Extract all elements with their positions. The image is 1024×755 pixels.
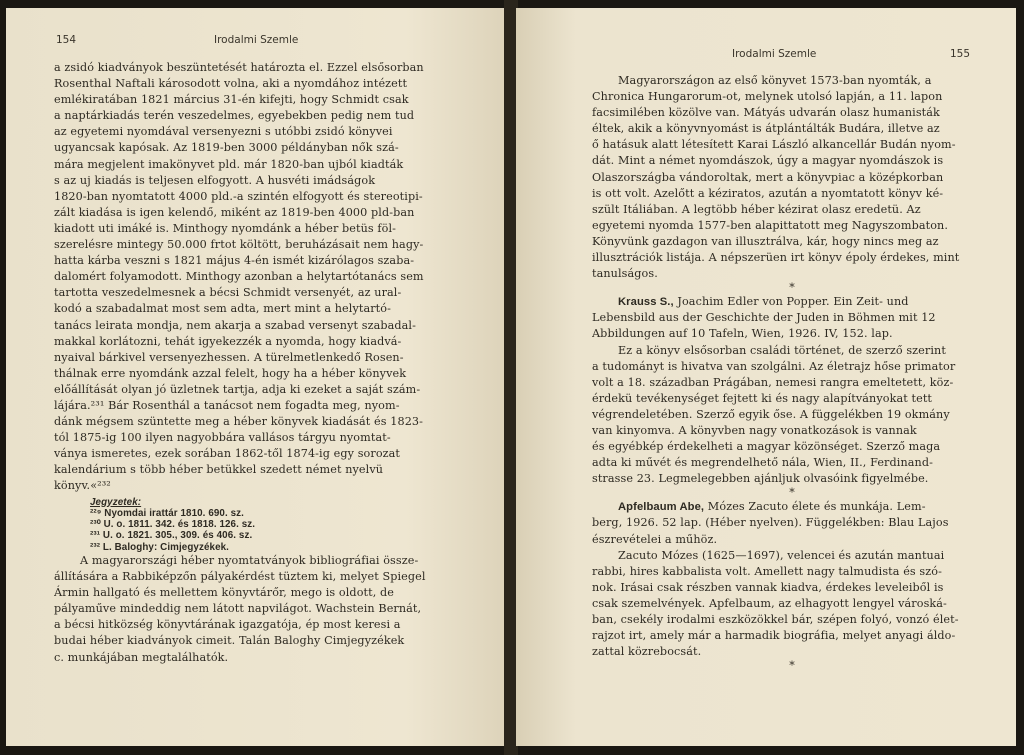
text-line: Abbildungen auf 10 Tafeln, Wien, 1926. IV, 152. lap. <box>592 327 893 341</box>
text-line: a naptárkiadás terén veszedelmes, egyebekben pedig nem tud <box>54 109 415 123</box>
right-page <box>516 8 1016 746</box>
text-line: budai héber kiadványok cimeit. Talán Baloghy Cimjegyzékek <box>54 634 405 648</box>
left-body-text <box>54 60 470 666</box>
text-line: 1820-ban nyomtatott 4000 pld.-a szintén elfogyott és stereotipi- <box>54 189 423 203</box>
text-line: dalomért folyamodott. Minthogy azonban a helytartótanács sem <box>54 270 424 284</box>
text-line: tól 1875-ig 100 ilyen nagyobbára vallásos tárgyu nyomtat- <box>54 431 391 445</box>
text-line: rabbi, hires kabbalista volt. Amellett nagy talmudista és szó- <box>592 564 942 578</box>
text-line: érdekü tevékenységet fejtett ki és nagy alapítványokat tett <box>592 391 933 405</box>
text-line: nok. Irásai csak részben vannak kiadva, érdekes leveleiből is <box>592 580 944 594</box>
text-line: van kinyomva. A könyvben nagy vonatkozások is vannak <box>592 423 917 437</box>
text-line: Ármin hallgató és mellettem könyvtárőr, mego is oldott, de <box>54 586 395 600</box>
text-line: éltek, akik a könyvnyomást is átplántálták Budára, illetve az <box>592 122 940 136</box>
text-line: Olaszországba vándoroltak, mert a könyvpiac a középkorban <box>592 170 944 184</box>
text-line: Könyvünk gazdagon van illusztrálva, kár, hogy nincs meg az <box>592 234 939 248</box>
right-body-text <box>592 73 992 672</box>
author-name-apfelbaum: Apfelbaum Abe, <box>618 501 705 514</box>
left-page <box>6 8 506 746</box>
text-line: állítására a Rabbiképzőn pályakérdést tüztem ki, melyet Spiegel <box>54 570 426 584</box>
text-line: rajzot irt, amely már a harmadik biográfia, melyet anyagi áldo- <box>592 629 956 643</box>
text-line: strasse 23. Legmelegebben ajánljuk olvasóink figyelmébe. <box>592 472 929 486</box>
text-line: adta ki művét és megrendelhető nála, Wien, II., Ferdinand- <box>592 456 933 470</box>
text-line: szült Itáliában. A legtöbb héber kézirat olasz eredetü. Az <box>592 202 921 216</box>
text-line: ugyancsak kapósak. Az 1819-ben 3000 példányban nők szá- <box>54 141 399 155</box>
text-line: zattal közrebocsát. <box>592 645 702 659</box>
text-line: thálnak erre nyomdánk azzal felelt, hogy ha a héber könyvek <box>54 366 407 380</box>
section-separator: * <box>789 486 795 500</box>
text-line: tartotta veszedelmesnek a bécsi Schmidt versenyét, az ural- <box>54 286 402 300</box>
text-line: észrevételei a műhöz. <box>592 532 718 546</box>
text-line: nyaival bárkivel versenyezhessen. A türelmetlenkedő Rosen- <box>54 350 404 364</box>
text-line: kalendárium s több héber betükkel szedett német nyelvü <box>54 463 384 477</box>
text-line: a tudományt is hivatva van szolgálni. Az életrajz hőse primator <box>592 359 956 373</box>
text-line: az egyetemi nyomdával versenyezni s utóbbi zsidó könyvei <box>54 125 393 139</box>
text-line: könyv.«²³² <box>54 479 111 493</box>
text-line: s az uj kiadás is teljesen elfogyott. A husvéti imádságok <box>54 173 376 187</box>
text-line: emlékiratában 1821 március 31-én kifejti, hogy Schmidt csak <box>54 93 409 107</box>
footnote: ²³² L. Baloghy: Cimjegyzékek. <box>90 541 229 553</box>
text-line: dát. Mint a német nyomdászok, úgy a magyar nyomdászok is <box>592 154 944 168</box>
text-line: is ott volt. Azelőtt a kéziratos, azután a nyomtatott könyv ké- <box>592 186 944 200</box>
text-line: dánk mégsem szüntette meg a héber könyvek kiadását és 1823- <box>54 415 424 429</box>
author-name-krauss: Krauss S., <box>618 296 674 309</box>
section-separator: * <box>789 659 795 673</box>
text-line: kodó a szabadalmat most sem adta, mert mint a helytartó- <box>54 302 391 316</box>
text-line: ban, csekély irodalmi eszközökkel bár, szépen folyó, vonzó élet- <box>592 613 959 626</box>
text-line: A magyarországi héber nyomtatványok bibliográfiai össze- <box>80 554 419 568</box>
right-running-head: Irodalmi Szemle <box>732 48 817 60</box>
text-line: zált kiadása is igen kelendő, miként az 1819-ben 4000 pld-ban <box>54 205 415 219</box>
footnote: ²²⁹ Nyomdai irattár 1810. 690. sz. <box>90 507 244 519</box>
text-line: mára megjelent imakönyvet pld. már 1820-ban ujból kiadták <box>54 157 404 171</box>
footnotes <box>54 497 470 553</box>
text-line: berg, 1926. 52 lap. (Héber nyelven). Függelékben: Blau Lajos <box>592 516 949 530</box>
text-line: volt a 18. században Prágában, nemesi rangra emeltetett, köz- <box>592 375 954 389</box>
left-page-number: 154 <box>56 34 77 46</box>
text-line: és egyébkép érdekelheti a magyar közönséget. Szerző maga <box>592 440 941 454</box>
text-line: a bécsi hitközség könyvtárának igazgatója, ép most keresi a <box>54 618 401 632</box>
left-running-head: Irodalmi Szemle <box>214 34 299 46</box>
section-separator: * <box>789 281 795 295</box>
text-line: hatta kárba veszni s 1821 május 4-én ismét kizárólagos szaba- <box>54 254 415 268</box>
text-line: pályaműve mindeddig nem látott napvilágot. Wachstein Bernát, <box>54 602 422 616</box>
footnotes-title: Jegyzetek: <box>90 496 142 508</box>
text-line: végrendeletében. Szerző egyik őse. A függelékben 19 okmány <box>592 407 950 421</box>
footnote: ²³¹ U. o. 1821. 305., 309. és 406. sz. <box>90 530 253 542</box>
right-page-number: 155 <box>950 48 971 60</box>
text-line: ványa ismeretes, ezek sorában 1862-től 1874-ig egy sorozat <box>54 447 401 461</box>
text-line: kiadott uti imáké is. Minthogy nyomdánk a héber betüs föl- <box>54 221 397 235</box>
text-line: Mózes Zacuto élete és munkája. Lem- <box>704 500 926 514</box>
text-line: csak szemelvények. Apfelbaum, az elhagyott lengyel városká- <box>592 596 947 610</box>
entry-heading-line <box>592 499 992 515</box>
text-line: Rosenthal Naftali károsodott volna, aki a nyomdához intézett <box>54 77 408 91</box>
text-line: illusztrációk listája. A népszerüen irt könyv époly érdekes, mint <box>592 251 960 265</box>
text-line: lájára.²³¹ Bár Rosenthál a tanácsot nem fogadta meg, nyom- <box>54 398 400 412</box>
text-line: Magyarországon az első könyvet 1573-ban nyomták, a <box>618 74 932 87</box>
text-line: ő hatásuk alatt létesített Karai László alkancellár Budán nyom- <box>592 138 956 152</box>
text-line: előállítását olyan jó üzletnek tartja, adja ki ezeket a saját szám- <box>54 382 421 396</box>
text-line: Zacuto Mózes (1625—1697), velencei és azután mantuai <box>618 548 945 562</box>
text-line: tanulságos. <box>592 267 658 281</box>
text-line: facsimilében közölve van. Mátyás udvarán olasz humanisták <box>592 106 940 120</box>
entry-heading-line <box>592 294 992 310</box>
text-line: a zsidó kiadványok beszüntetését határozta el. Ezzel elsősorban <box>54 61 424 74</box>
text-line: Joachim Edler von Popper. Ein Zeit- und <box>673 295 909 309</box>
text-line: Chronica Hungarorum-ot, melynek utolsó lapján, a 11. lapon <box>592 90 943 104</box>
text-line: Ez a könyv elsősorban családi történet, de szerző szerint <box>618 343 946 357</box>
text-line: szerelésre mintegy 50.000 frtot költött, beruházásait nem hagy- <box>54 238 424 252</box>
text-line: makkal korlátozni, tehát igyekezzék a nyomda, hogy kiadvá- <box>54 334 402 348</box>
footnote: ²³⁰ U. o. 1811. 342. és 1818. 126. sz. <box>90 519 256 531</box>
text-line: Lebensbild aus der Geschichte der Juden in Böhmen mit 12 <box>592 311 936 325</box>
text-line: egyetemi nyomda 1577-ben alapittatott meg Nagyszombaton. <box>592 218 949 232</box>
text-line: c. munkájában megtalálhatók. <box>54 650 229 664</box>
text-line: tanács leirata mondja, nem akarja a szabad versenyt szabadal- <box>54 318 416 332</box>
